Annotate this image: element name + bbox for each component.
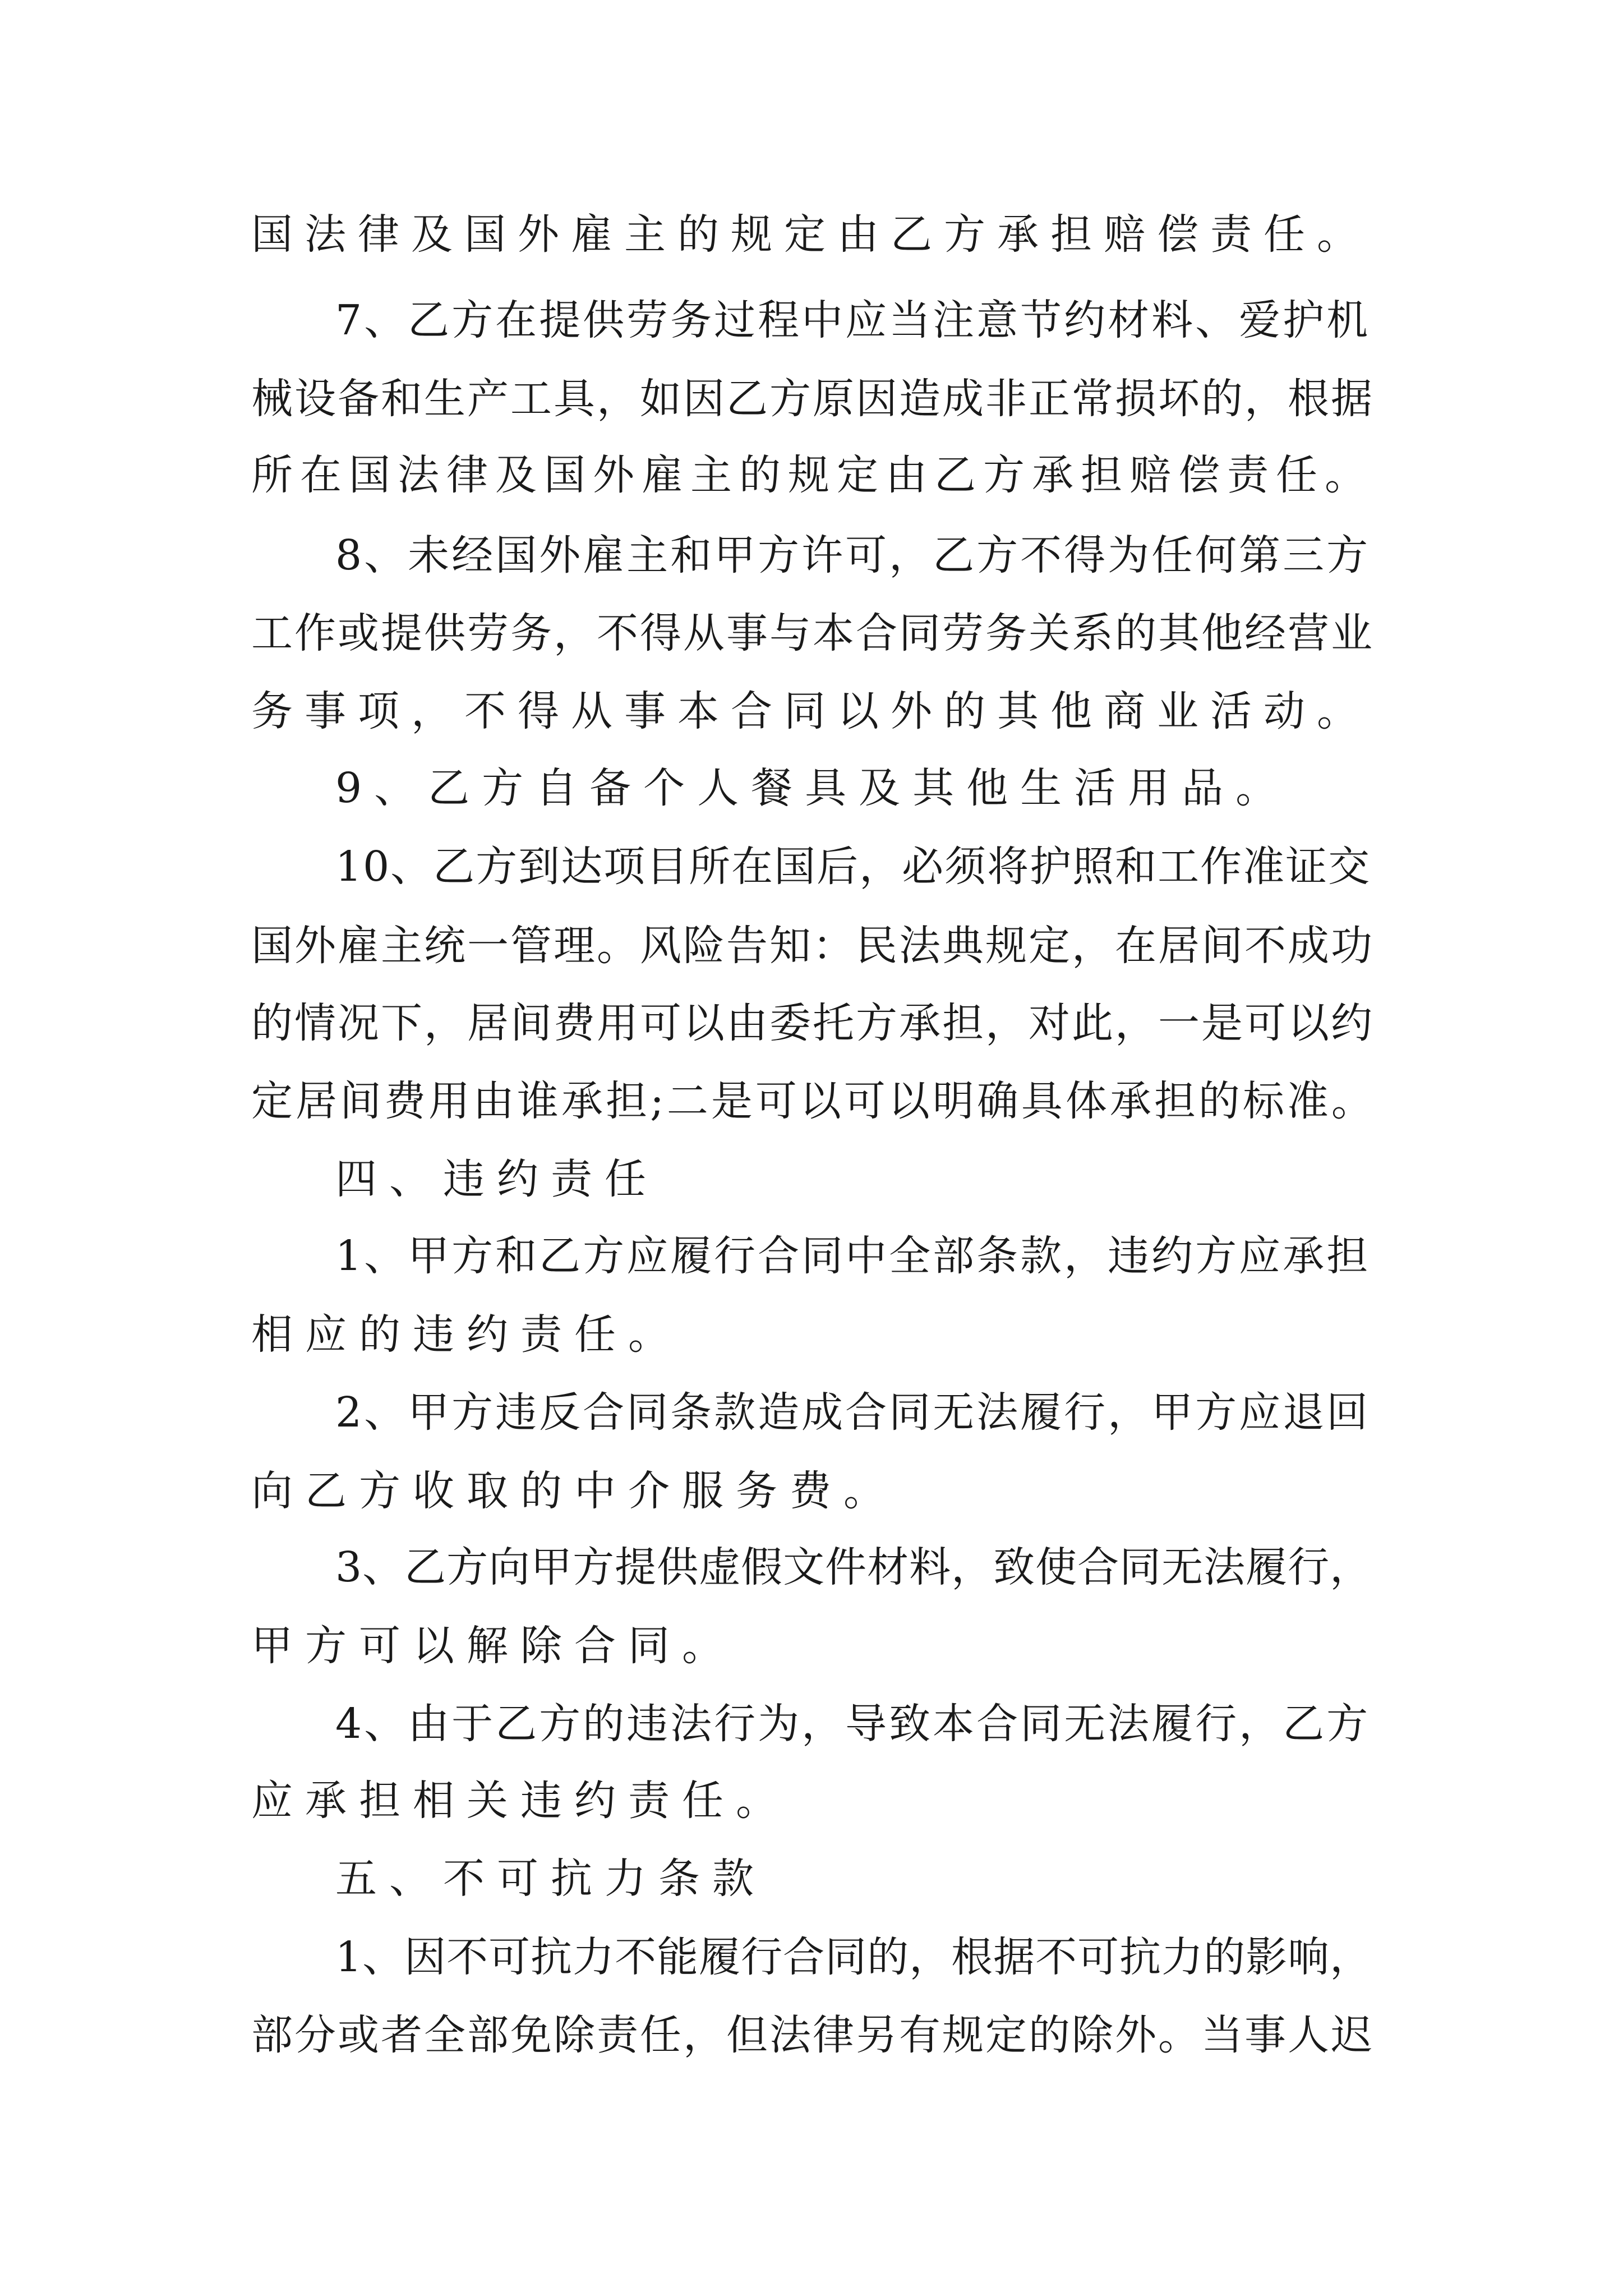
paragraph-line: 国法律及国外雇主的规定由乙方承担赔偿责任。 [251, 210, 1370, 259]
paragraph-line: 械设备和生产工具，如因乙方原因造成非正常损坏的，根据 [251, 375, 1374, 423]
paragraph-line: 3、乙方向甲方提供虚假文件材料，致使合同无法履行， [335, 1543, 1372, 1591]
paragraph-line: 4、由于乙方的违法行为，导致本合同无法履行，乙方 [335, 1700, 1371, 1748]
section-heading: 四、违约责任 [335, 1155, 658, 1203]
paragraph-line: 1、甲方和乙方应履行合同中全部条款，违约方应承担 [335, 1232, 1371, 1280]
paragraph-line: 甲方可以解除合同。 [251, 1622, 736, 1670]
paragraph-line: 务事项，不得从事本合同以外的其他商业活动。 [251, 687, 1370, 735]
paragraph-line: 向乙方收取的中介服务费。 [251, 1467, 897, 1515]
paragraph-line: 10、乙方到达项目所在国后，必须将护照和工作准证交 [335, 843, 1371, 891]
paragraph-line: 9、乙方自备个人餐具及其他生活用品。 [335, 764, 1290, 812]
paragraph-line: 7、乙方在提供劳务过程中应当注意节约材料、爱护机 [335, 296, 1371, 344]
paragraph-line: 所在国法律及国外雇主的规定由乙方承担赔偿责任。 [251, 451, 1373, 499]
section-heading: 五、不可抗力条款 [335, 1855, 766, 1903]
paragraph-line: 1、因不可抗力不能履行合同的，根据不可抗力的影响， [335, 1933, 1372, 1981]
paragraph-line: 部分或者全部免除责任，但法律另有规定的除外。当事人迟 [251, 2011, 1374, 2059]
paragraph-line: 工作或提供劳务，不得从事与本合同劳务关系的其他经营业 [251, 609, 1374, 657]
paragraph-line: 定居间费用由谁承担;二是可以可以明确具体承担的标准。 [251, 1077, 1376, 1125]
paragraph-line: 国外雇主统一管理。风险告知：民法典规定，在居间不成功 [251, 922, 1374, 970]
paragraph-line: 应承担相关违约责任。 [251, 1777, 790, 1825]
paragraph-line: 8、未经国外雇主和甲方许可，乙方不得为任何第三方 [335, 531, 1371, 579]
paragraph-line: 2、甲方违反合同条款造成合同无法履行，甲方应退回 [335, 1388, 1371, 1437]
paragraph-line: 的情况下，居间费用可以由委托方承担，对此，一是可以约 [251, 999, 1374, 1047]
paragraph-line: 相应的违约责任。 [251, 1310, 682, 1359]
